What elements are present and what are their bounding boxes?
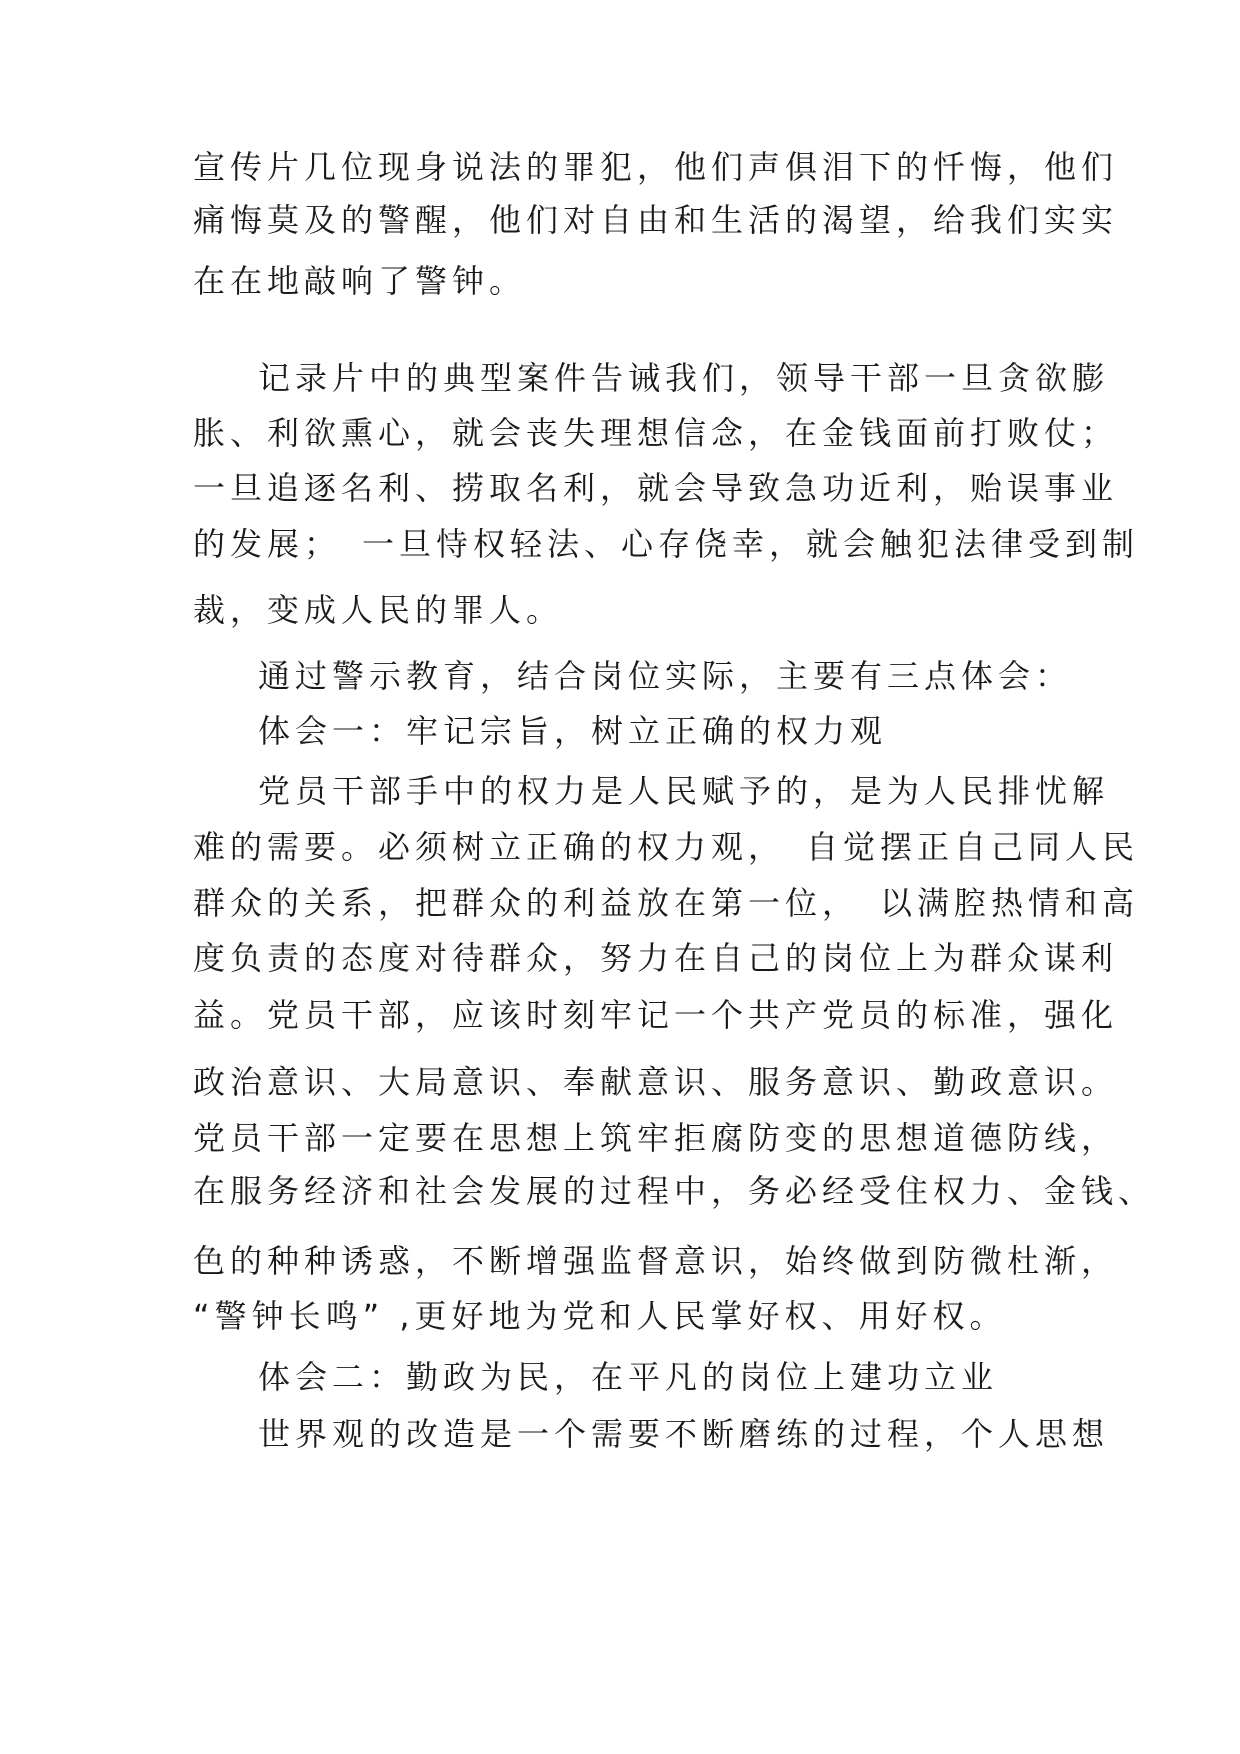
- paragraph-line: 群众的关系，把群众的利益放在第一位， 以满腔热情和高: [193, 884, 1140, 922]
- paragraph-line: 世界观的改造是一个需要不断磨练的过程，个人思想: [258, 1415, 1110, 1453]
- paragraph-line: 在在地敲响了警钟。: [193, 262, 527, 300]
- paragraph-line: 在服务经济和社会发展的过程中，务必经受住权力、金钱、: [193, 1172, 1156, 1210]
- paragraph-line: 胀、利欲熏心，就会丧失理想信念，在金钱面前打败仗；: [193, 414, 1119, 452]
- paragraph-line: 宣传片几位现身说法的罪犯，他们声俱泪下的忏悔，他们: [193, 148, 1119, 186]
- paragraph-line: 政治意识、大局意识、奉献意识、服务意识、勤政意识。: [193, 1063, 1119, 1101]
- paragraph-line: “警钟长鸣” ,更好地为党和人民掌好权、用好权。: [193, 1297, 1007, 1335]
- section-heading: 体会二：勤政为民，在平凡的岗位上建功立业: [258, 1358, 999, 1396]
- paragraph-line: 裁，变成人民的罪人。: [193, 591, 564, 629]
- paragraph-line: 的发展； 一旦恃权轻法、心存侥幸，就会触犯法律受到制: [193, 525, 1140, 563]
- paragraph-line: 色的种种诱惑，不断增强监督意识，始终做到防微杜渐，: [193, 1242, 1119, 1280]
- section-heading: 体会一：牢记宗旨，树立正确的权力观: [258, 712, 888, 750]
- paragraph-line: 难的需要。必须树立正确的权力观， 自觉摆正自己同人民: [193, 828, 1140, 866]
- paragraph-line: 一旦追逐名利、捞取名利，就会导致急功近利，贻误事业: [193, 469, 1119, 507]
- paragraph-line: 党员干部一定要在思想上筑牢拒腐防变的思想道德防线，: [193, 1119, 1119, 1157]
- paragraph-line: 度负责的态度对待群众，努力在自己的岗位上为群众谋利: [193, 939, 1119, 977]
- paragraph-line: 痛悔莫及的警醒，他们对自由和生活的渴望，给我们实实: [193, 201, 1119, 239]
- paragraph-line: 党员干部手中的权力是人民赋予的，是为人民排忧解: [258, 772, 1110, 810]
- paragraph-line: 记录片中的典型案件告诫我们，领导干部一旦贪欲膨: [258, 359, 1110, 397]
- paragraph-line: 通过警示教育，结合岗位实际，主要有三点体会：: [258, 657, 1073, 695]
- paragraph-line: 益。党员干部，应该时刻牢记一个共产党员的标准，强化: [193, 996, 1119, 1034]
